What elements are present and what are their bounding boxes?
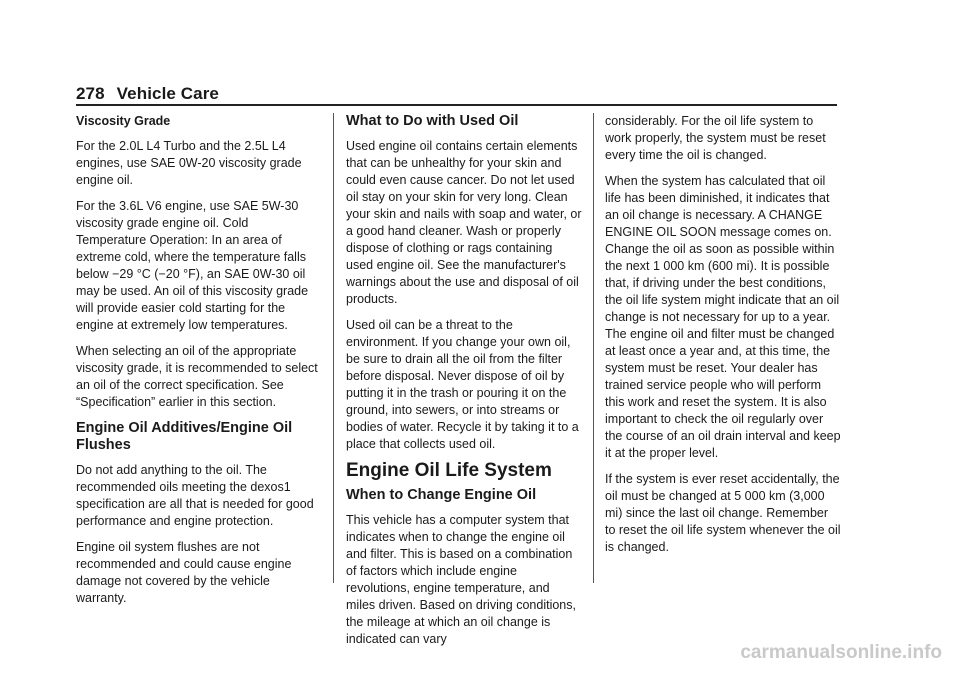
column-middle xyxy=(346,113,582,657)
column-right xyxy=(605,113,841,565)
paragraph: For the 3.6L V6 engine, use SAE 5W-30 viscosity grade engine oil. Cold Temperature Operation: In an area of extreme cold, where the temperature falls below −29 °C (−20 °F), an SAE 0W-30 oil may be used. An oil of this viscosity grade will provide easier cold starting for the engine at extremely low temperatures. xyxy=(76,199,309,332)
section-title: Vehicle Care xyxy=(116,84,219,103)
paragraph: This vehicle has a computer system that indicates when to change the engine oil and filter. This is based on a combination of factors which include engine revolutions, engine temperature, and miles driven. Based on driving conditions, the mileage at which an oil change is indicated can vary xyxy=(346,513,576,646)
paragraph: Used oil can be a threat to the environment. If you change your own oil, be sure to drain all the oil from the filter before disposal. Never dispose of oil by putting it in the trash or pouring it on the ground, into sewers, or into streams or bodies of water. Recycle it by taking it to a place that collects used oil. xyxy=(346,318,579,451)
paragraph: When the system has calculated that oil life has been diminished, it indicates that an oil change is necessary. A CHANGE ENGINE OIL SOON message comes on. Change the oil as soon as possible within the next 1 000 km (600 mi). It is possible that, if driving under the best conditions, the oil life system might indicate that an oil change is not necessary for up to a year. The engine oil and filter must be changed at least once a year and, at this time, the system must be reset. Your dealer has trained service people who will perform this work and reset the system. It is also important to check the oil regularly over the course of an oil drain interval and keep it at the proper level. xyxy=(605,174,841,460)
paragraph: Do not add anything to the oil. The recommended oils meeting the dexos1 specification are all that is needed for good performance and engine protection. xyxy=(76,463,314,528)
page-number: 278 xyxy=(76,84,105,103)
column-left xyxy=(76,113,320,616)
heading-used-oil: What to Do with Used Oil xyxy=(346,113,519,129)
heading-when-to-change: When to Change Engine Oil xyxy=(346,487,537,503)
heading-oil-additives: Engine Oil Additives/Engine Oil Flushes xyxy=(76,420,293,453)
column-divider xyxy=(593,113,594,583)
paragraph: considerably. For the oil life system to work properly, the system must be reset every time the oil is changed. xyxy=(605,114,826,162)
paragraph: If the system is ever reset accidentally, the oil must be changed at 5 000 km (3,000 mi) since the last oil change. Remember to reset the oil life system whenever the oil is changed. xyxy=(605,472,841,554)
watermark: carmanualsonline.info xyxy=(740,642,942,663)
paragraph: Engine oil system flushes are not recommended and could cause engine damage not covered by the vehicle warranty. xyxy=(76,540,292,605)
paragraph: When selecting an oil of the appropriate viscosity grade, it is recommended to select an oil of the correct specification. See “Specification” earlier in this section. xyxy=(76,344,318,409)
paragraph: For the 2.0L L4 Turbo and the 2.5L L4 engines, use SAE 0W-20 viscosity grade engine oil. xyxy=(76,139,302,187)
page-header xyxy=(76,84,219,104)
paragraph: Used engine oil contains certain elements that can be unhealthy for your skin and could even cause cancer. Do not let used oil stay on your skin for very long. Clean your skin and nails with soap and water, or a good hand cleaner. Wash or properly dispose of clothing or rags containing used engine oil. See the manufacturer's warnings about the use and disposal of oil products. xyxy=(346,139,582,306)
heading-oil-life-system: Engine Oil Life System xyxy=(346,460,552,481)
header-rule xyxy=(76,104,837,106)
column-divider xyxy=(333,113,334,583)
heading-viscosity-grade: Viscosity Grade xyxy=(76,114,171,128)
